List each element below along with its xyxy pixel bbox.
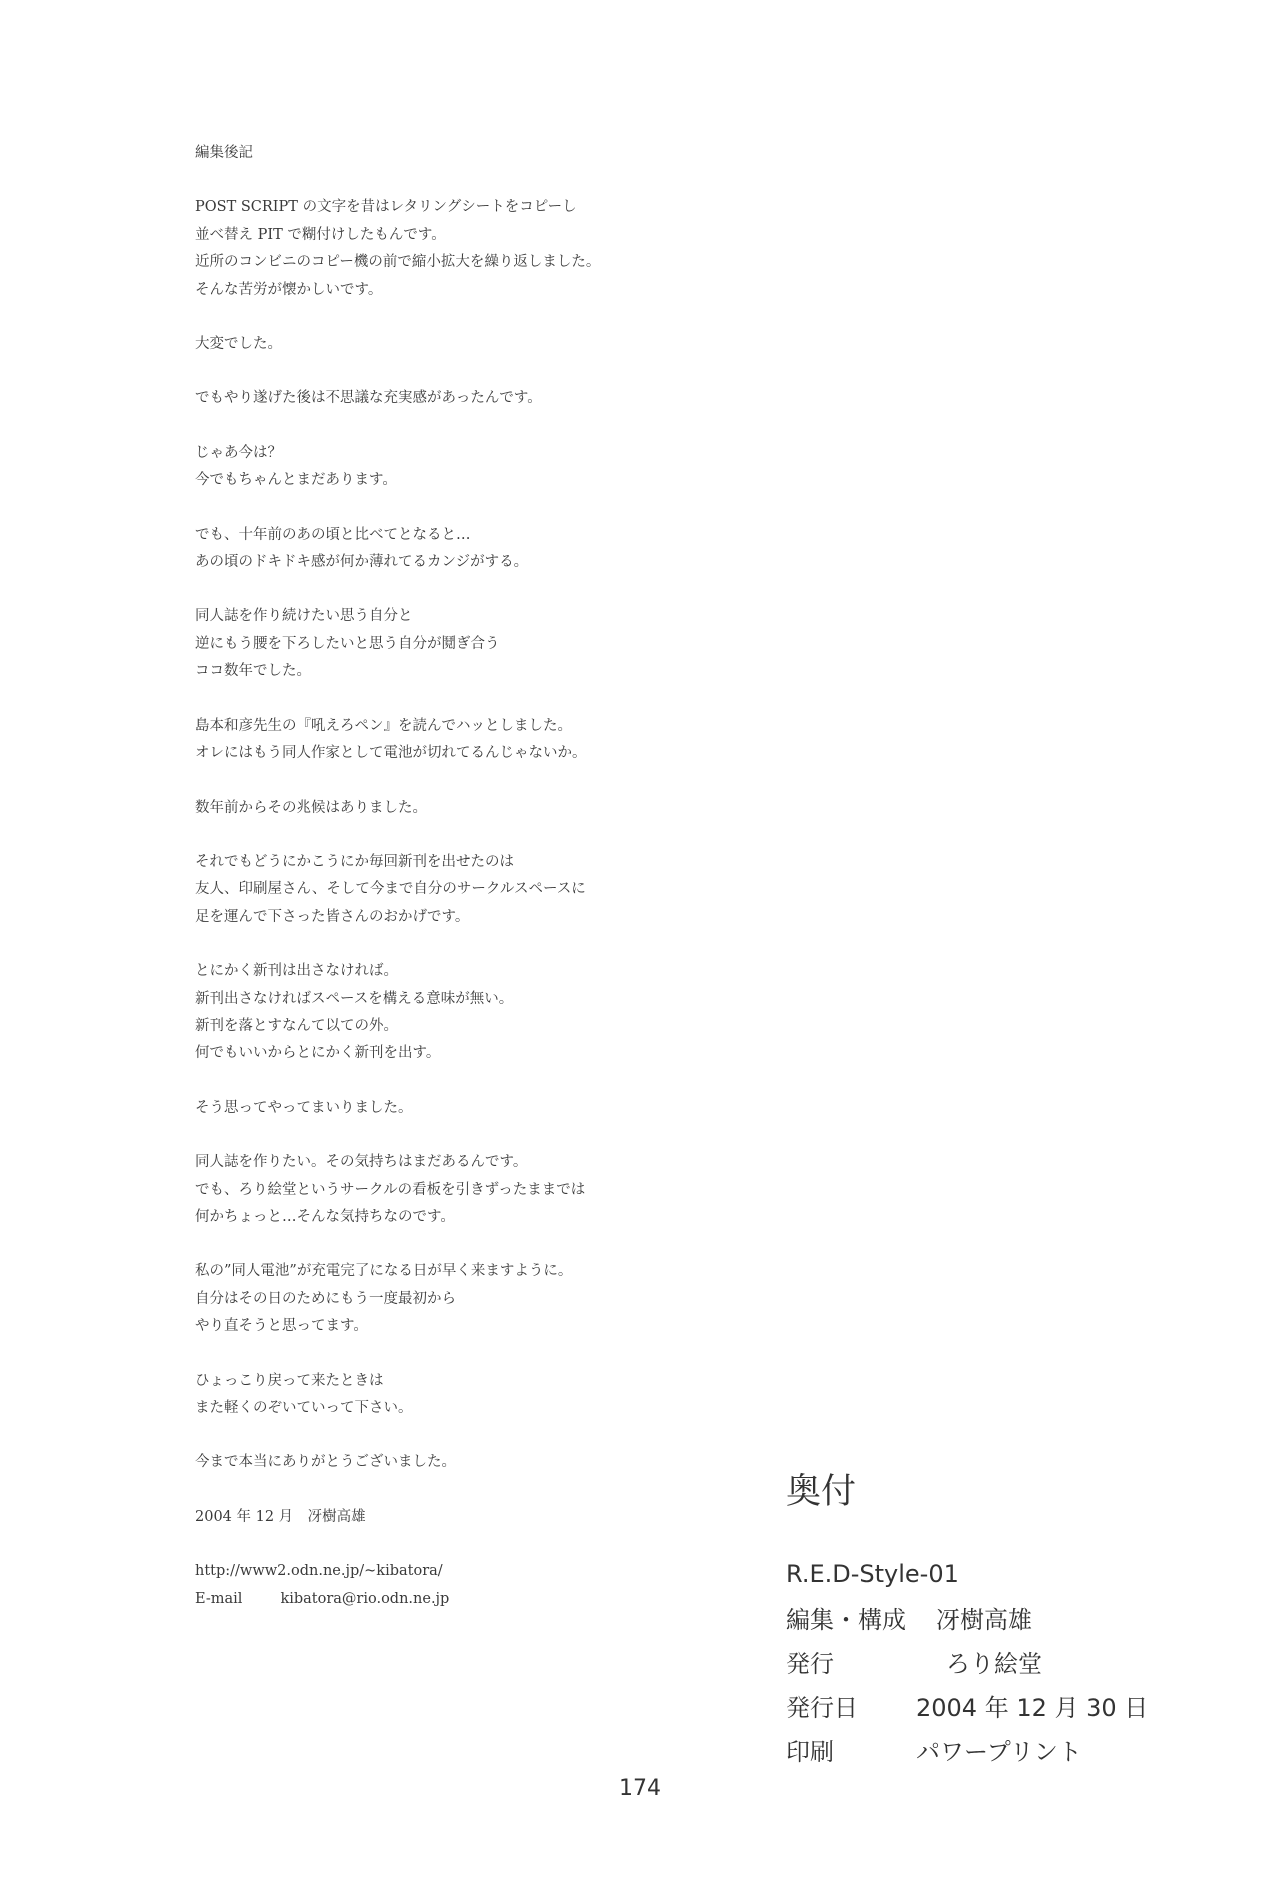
colophon-section xyxy=(786,1470,1226,1774)
afterword-line: POST SCRIPT の文字を昔はレタリングシートをコピーし xyxy=(195,199,577,216)
website-url: http://www2.odn.ne.jp/~kibatora/ xyxy=(195,1563,443,1580)
afterword-line: 私の”同人電池”が充電完了になる日が早く来ますように。 xyxy=(195,1263,573,1280)
afterword-line: 島本和彦先生の『吼えろペン』を読んでハッとしました。 xyxy=(195,717,572,734)
afterword-paragraph xyxy=(195,385,755,412)
afterword-line: 並べ替え PIT で糊付けしたもんです。 xyxy=(195,226,446,243)
afterword-paragraph xyxy=(195,958,755,1068)
afterword-line: 近所のコンビニのコピー機の前で縮小拡大を繰り返しました。 xyxy=(195,254,601,271)
afterword-line: ココ数年でした。 xyxy=(195,663,311,680)
contact-info xyxy=(195,1558,755,1613)
editor-label: 編集・構成 xyxy=(786,1606,906,1634)
afterword-line: そんな苦労が懐かしいです。 xyxy=(195,281,383,298)
afterword-line: 今まで本当にありがとうございました。 xyxy=(195,1454,456,1471)
afterword-line: じゃあ今は？ xyxy=(195,444,282,461)
afterword-paragraph xyxy=(195,1368,755,1423)
afterword-line: 大変でした。 xyxy=(195,336,282,353)
afterword-paragraph xyxy=(195,713,755,768)
afterword-line: 数年前からその兆候はありました。 xyxy=(195,799,427,816)
afterword-body xyxy=(195,194,755,1476)
colophon-title: 奥付 xyxy=(786,1472,857,1512)
afterword-heading: 編集後記 xyxy=(195,145,253,161)
afterword-paragraph xyxy=(195,1449,755,1476)
printer-name: パワープリント xyxy=(916,1738,1082,1766)
afterword-line: 何でもいいからとにかく新刊を出す。 xyxy=(195,1045,441,1062)
afterword-line: また軽くのぞいていって下さい。 xyxy=(195,1400,413,1416)
afterword-line: 同人誌を作り続けたい思う自分と xyxy=(195,608,413,625)
afterword-paragraph xyxy=(195,795,755,822)
email-line xyxy=(195,1586,755,1613)
colophon-work-title xyxy=(786,1552,1226,1596)
afterword-section xyxy=(195,140,755,1613)
printer-label: 印刷 xyxy=(786,1738,834,1766)
page-number: 174 xyxy=(619,1776,661,1801)
colophon-publisher-row xyxy=(786,1642,1226,1686)
afterword-paragraph xyxy=(195,1258,755,1340)
publisher-name: ろり絵堂 xyxy=(946,1650,1042,1678)
afterword-line: でもやり遂げた後は不思議な充実感があったんです。 xyxy=(195,390,542,407)
afterword-line: 新刊を落とすなんて以ての外。 xyxy=(195,1017,398,1034)
afterword-paragraph xyxy=(195,1095,755,1122)
publish-date: 2004 年 12 月 30 日 xyxy=(916,1694,1149,1722)
afterword-paragraph xyxy=(195,522,755,577)
afterword-line: ひょっこり戻って来たときは xyxy=(195,1372,384,1389)
afterword-paragraph xyxy=(195,603,755,685)
afterword-line: とにかく新刊は出さなければ。 xyxy=(195,963,398,980)
afterword-line: 新刊出さなければスペースを構える意味が無い。 xyxy=(195,990,514,1007)
date-label: 発行日 xyxy=(786,1694,858,1722)
work-title: R.E.D-Style-01 xyxy=(786,1560,959,1588)
afterword-paragraph xyxy=(195,331,755,358)
afterword-line: そう思ってやってまいりました。 xyxy=(195,1099,413,1116)
afterword-line: 同人誌を作りたい。その気持ちはまだあるんです。 xyxy=(195,1154,528,1171)
colophon-editor-row xyxy=(786,1598,1226,1642)
afterword-paragraph xyxy=(195,194,755,304)
afterword-paragraph xyxy=(195,440,755,495)
afterword-line: 友人、印刷屋さん、そして今まで自分のサークルスペースに xyxy=(195,881,586,898)
afterword-line: 逆にもう腰を下ろしたいと思う自分が鬩ぎ合う xyxy=(195,635,500,652)
publisher-label: 発行 xyxy=(786,1650,834,1678)
afterword-line: 今でもちゃんとまだあります。 xyxy=(195,472,397,489)
afterword-paragraph xyxy=(195,1149,755,1231)
afterword-line: 足を運んで下さった皆さんのおかげです。 xyxy=(195,908,470,925)
afterword-line: でも、十年前のあの頃と比べてとなると… xyxy=(195,526,471,543)
colophon-date-row xyxy=(786,1686,1226,1730)
afterword-line: やり直そうと思ってます。 xyxy=(195,1318,368,1335)
afterword-line: 自分はその日のためにもう一度最初から xyxy=(195,1290,456,1307)
afterword-line: それでもどうにかこうにか毎回新刊を出せたのは xyxy=(195,853,514,870)
email-address: kibatora@rio.odn.ne.jp xyxy=(280,1590,450,1607)
afterword-line: あの頃のドキドキ感が何か薄れてるカンジがする。 xyxy=(195,554,529,571)
afterword-line: オレにはもう同人作家として電池が切れてるんじゃないか。 xyxy=(195,745,587,762)
colophon-printer-row xyxy=(786,1730,1226,1774)
afterword-paragraph xyxy=(195,849,755,931)
afterword-line: 何かちょっと…そんな気持ちなのです。 xyxy=(195,1208,455,1225)
email-label: E-mail xyxy=(195,1590,243,1607)
afterword-signature: 2004 年 12 月 冴樹高雄 xyxy=(195,1508,366,1525)
afterword-line: でも、ろり絵堂というサークルの看板を引きずったままでは xyxy=(195,1181,586,1198)
editor-name: 冴樹高雄 xyxy=(936,1606,1032,1634)
